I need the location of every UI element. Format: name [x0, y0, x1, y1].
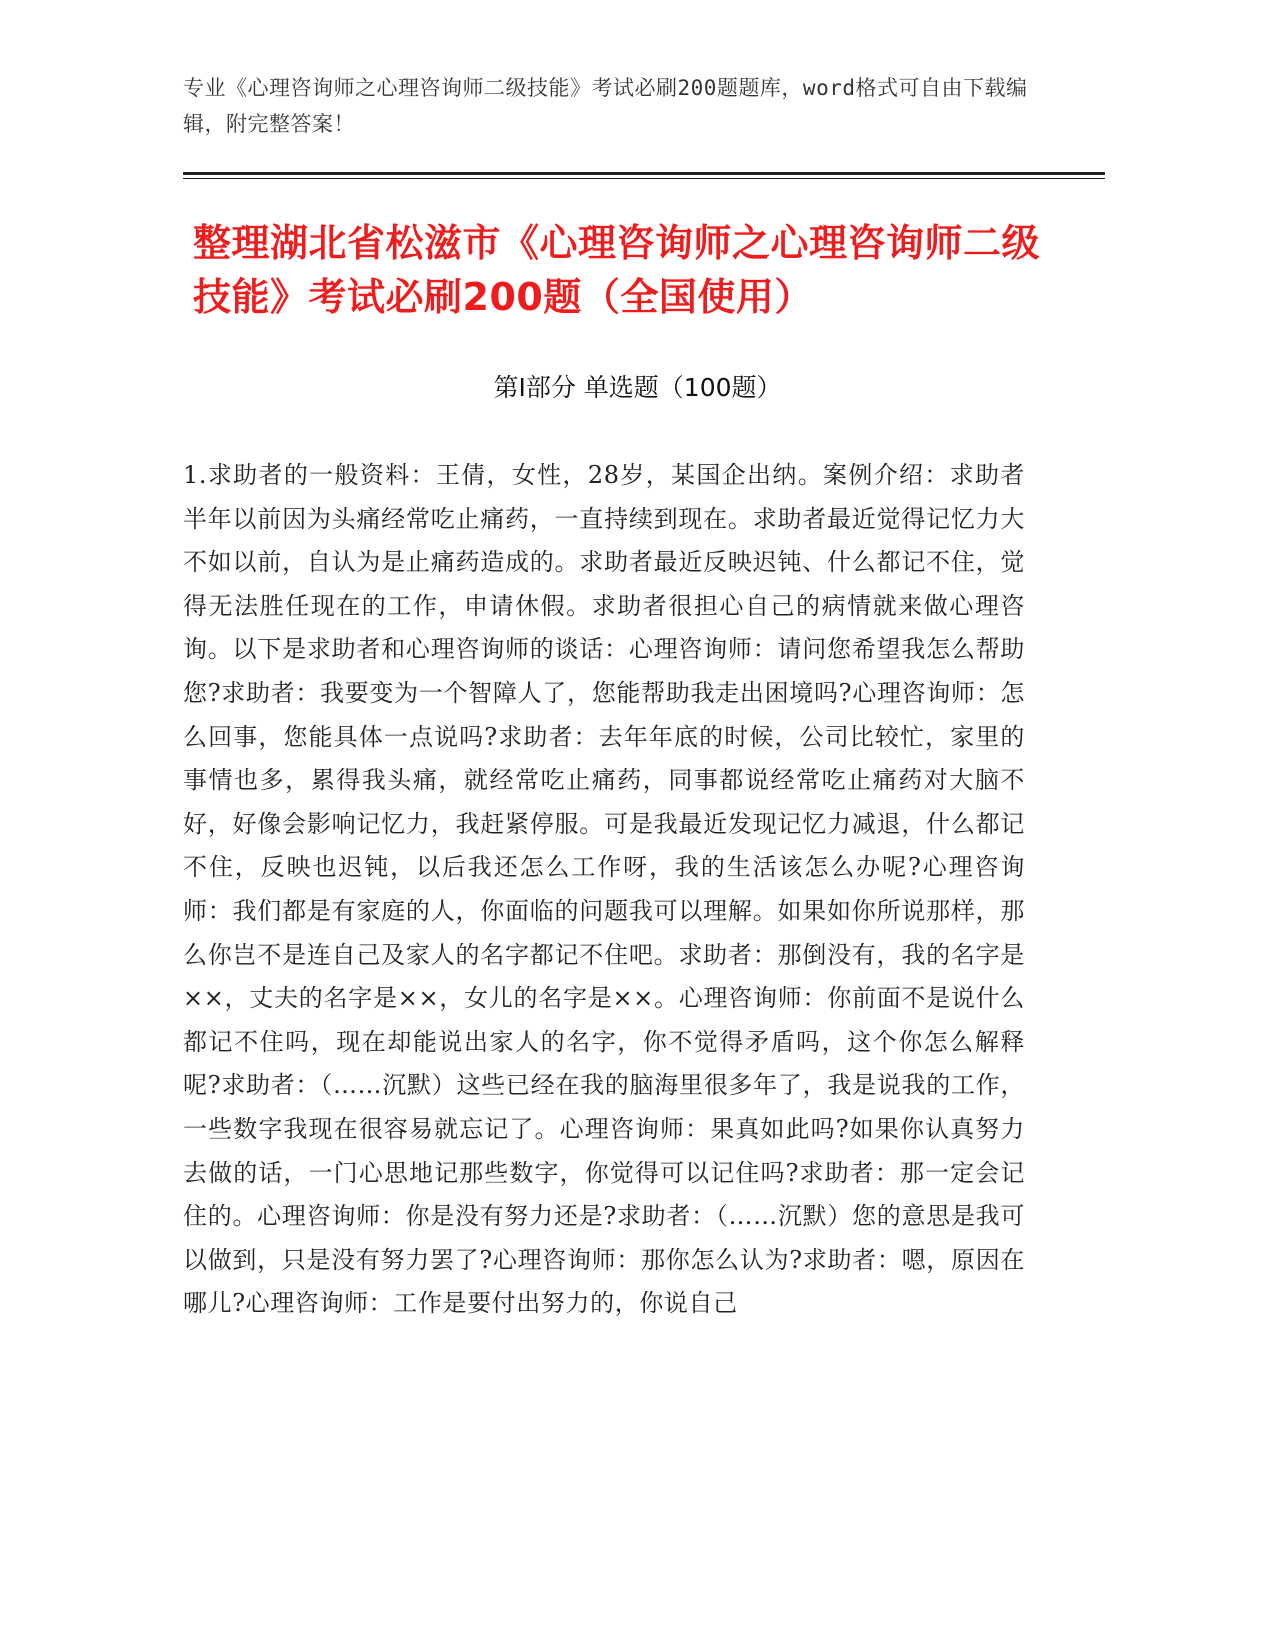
header-divider-thin: [183, 178, 1105, 179]
section-heading: 第Ⅰ部分 单选题（100题）: [493, 373, 782, 402]
header-divider-thick: [183, 172, 1105, 175]
document-header: 专业《心理咨询师之心理咨询师二级技能》考试必刷200题题库，word格式可自由下载编辑，附完整答案！: [183, 76, 1028, 136]
document-title: 整理湖北省松滋市《心理咨询师之心理咨询师二级技能》考试必刷200题（全国使用）: [193, 221, 1041, 319]
question-text: 1.求助者的一般资料：王倩，女性，28岁，某国企出纳。案例介绍：求助者半年以前因为头痛经常吃止痛药，一直持续到现在。求助者最近觉得记忆力大不如以前，自认为是止痛药造成的。求助者最近反映迟钝、什么都记不住，觉得无法胜任现在的工作，申请休假。求助者很担心自己的病情就来做心理咨询。以下是求助者和心理咨询师的谈话：心理咨询师：请问您希望我怎么帮助您?求助者：我要变为一个智障人了，您能帮助我走出困境吗?心理咨询师：怎么回事，您能具体一点说吗?求助者：去年年底的时候，公司比较忙，家里的事情也多，累得我头痛，就经常吃止痛药，同事都说经常吃止痛药对大脑不好，好像会影响记忆力，我赶紧停服。可是我最近发现记忆力减退，什么都记不住，反映也迟钝，以后我还怎么工作呀，我的生活该怎么办呢?心理咨询师：我们都是有家庭的人，你面临的问题我可以理解。如果如你所说那样，那么你岂不是连自己及家人的名字都记不住吧。求助者：那倒没有，我的名字是××，丈夫的名字是××，女儿的名字是××。心理咨询师：你前面不是说什么都记不住吗，现在却能说出家人的名字，你不觉得矛盾吗，这个你怎么解释呢?求助者：（……沉默）这些已经在我的脑海里很多年了，我是说我的工作，一些数字我现在很容易就忘记了。心理咨询师：果真如此吗?如果你认真努力去做的话，一门心思地记那些数字，你觉得可以记住吗?求助者：那一定会记住的。心理咨询师：你是没有努力还是?求助者：（……沉默）您的意思是我可以做到，只是没有努力罢了?心理咨询师：那你怎么认为?求助者：嗯，原因在哪儿?心理咨询师：工作是要付出努力的，你说自己: [183, 461, 1025, 1318]
